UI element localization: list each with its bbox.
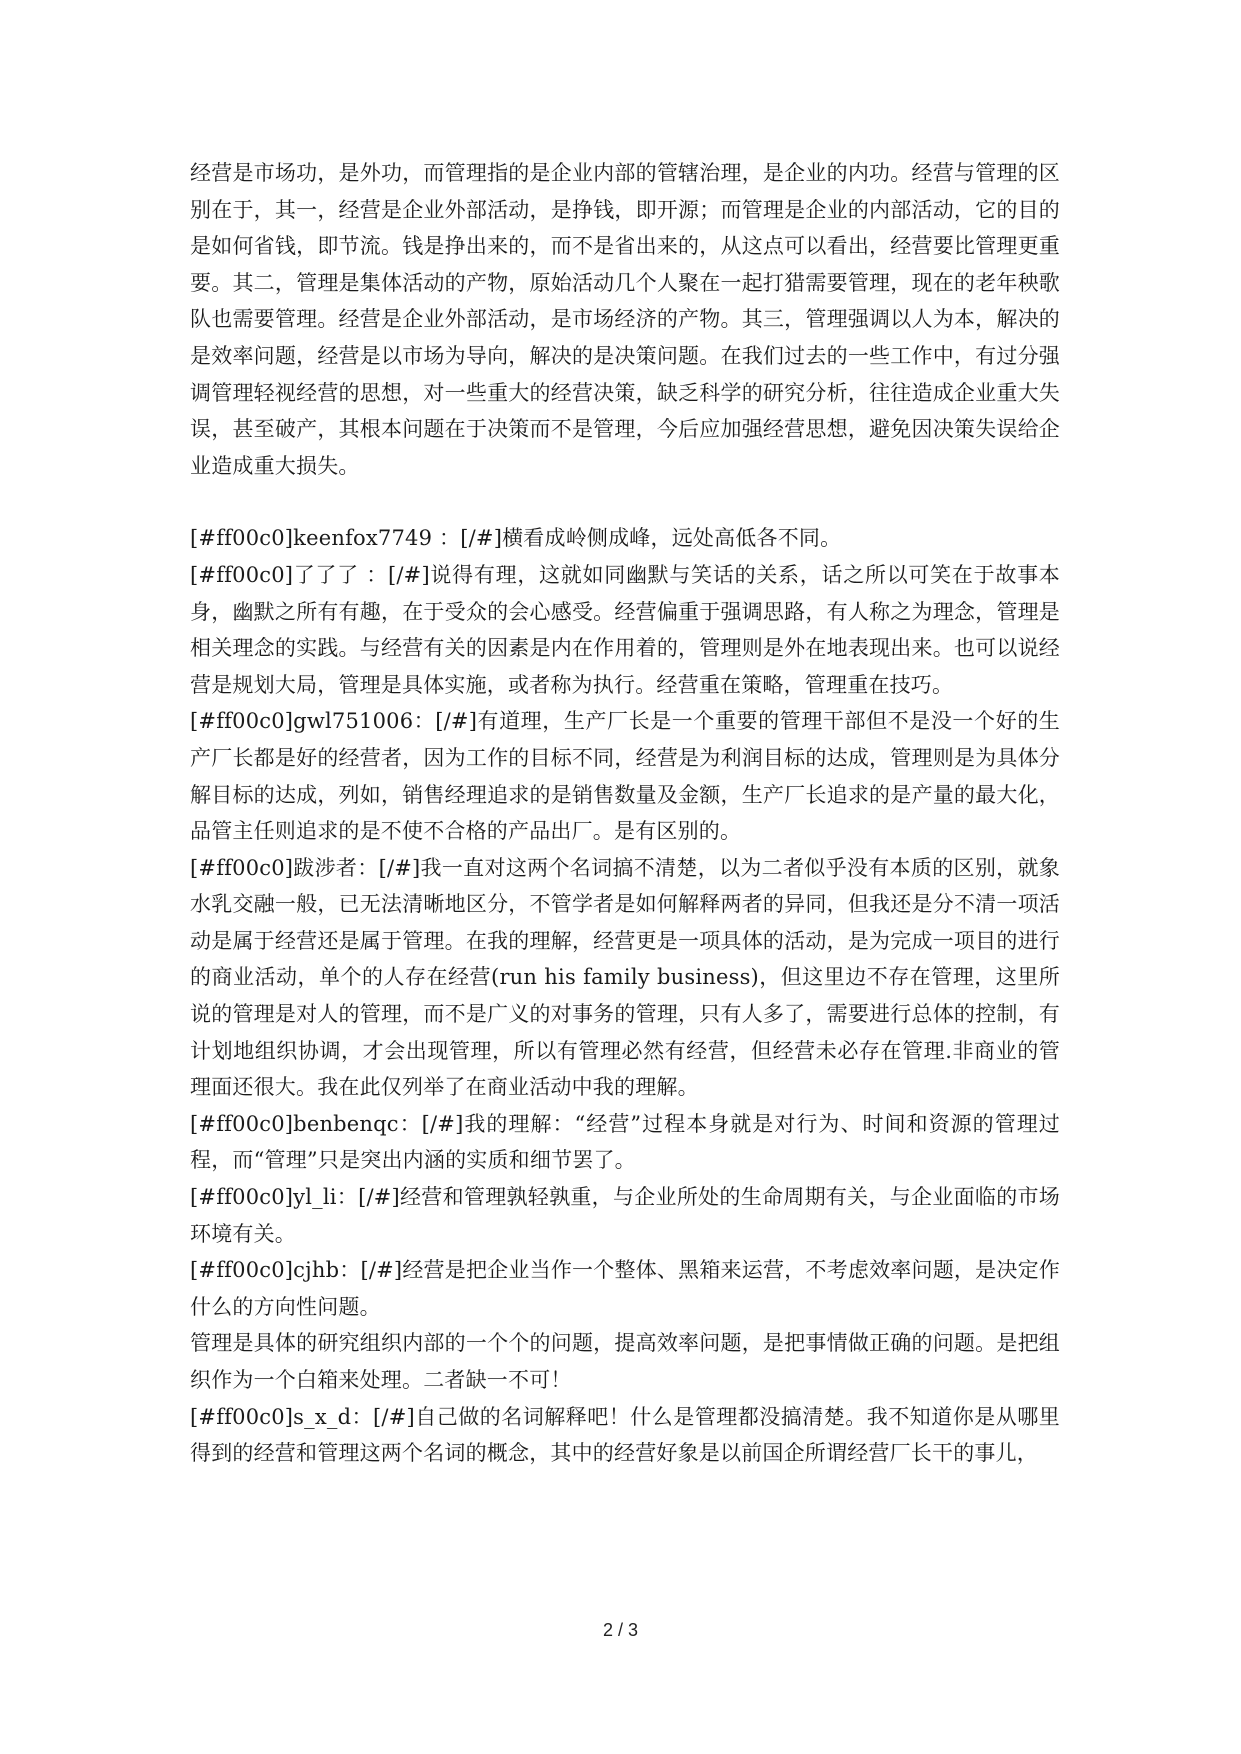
comment-paragraph: [#ff00c0]了了了 ：[/#]说得有理，这就如同幽默与笑话的关系，话之所以可笑在于故事本身，幽默之所有有趣，在于受众的会心感受。经营偏重于强调思路，有人称之为理念，管理是相关理念的实践。与经营有关的因素是内在作用着的，管理则是外在地表现出来。也可以说经营是规划大局，管理是具体实施，或者称为执行。经营重在策略，管理重在技巧。	[190, 562, 1060, 697]
comment-paragraph: 管理是具体的研究组织内部的一个个的问题，提高效率问题，是把事情做正确的问题。是把组织作为一个白箱来处理。二者缺一不可！	[190, 1331, 1060, 1392]
comment-list	[190, 520, 1060, 1471]
comment-paragraph: [#ff00c0]跋涉者：[/#]我一直对这两个名词搞不清楚，以为二者似乎没有本质的区别，就象水乳交融一般，已无法清晰地区分，不管学者是如何解释两者的异同，但我还是分不清一项活动是属于经营还是属于管理。在我的理解，经营更是一项具体的活动，是为完成一项目的进行的商业活动，单个的人存在经营(run his family business)，但这里边不存在管理，这里所说的管理是对人的管理，而不是广义的对事务的管理，只有人多了，需要进行总体的控制，有计划地组织协调，才会出现管理，所以有管理必然有经营，但经营未必存在管理.非商业的管理面还很大。我在此仅列举了在商业活动中我的理解。	[190, 855, 1060, 1100]
comment-paragraph: [#ff00c0]yl_li：[/#]经营和管理孰轻孰重，与企业所处的生命周期有关，与企业面临的市场环境有关。	[190, 1185, 1060, 1246]
comment-paragraph: [#ff00c0]gwl751006：[/#]有道理，生产厂长是一个重要的管理干部但不是没一个好的生产厂长都是好的经营者，因为工作的目标不同，经营是为利润目标的达成，管理则是为具体分解目标的达成，列如，销售经理追求的是销售数量及金额，生产厂长追求的是产量的最大化，品管主任则追求的是不使不合格的产品出厂。是有区别的。	[190, 709, 1060, 844]
comment-paragraph: [#ff00c0]keenfox7749 ：[/#]横看成岭侧成峰，远处高低各不同。	[190, 526, 842, 551]
document-body	[190, 155, 1060, 1472]
comment-paragraph: [#ff00c0]benbenqc：[/#]我的理解：“经营”过程本身就是对行为、时间和资源的管理过程，而“管理”只是突出内涵的实质和细节罢了。	[190, 1111, 1060, 1173]
comment-paragraph: [#ff00c0]s_x_d：[/#]自己做的名词解释吧！什么是管理都没搞清楚。我不知道你是从哪里得到的经营和管理这两个名词的概念，其中的经营好象是以前国企所谓经营厂长干的事儿，	[190, 1404, 1060, 1466]
page-number: 2 / 3	[602, 1620, 639, 1640]
comment-paragraph: [#ff00c0]cjhb：[/#]经营是把企业当作一个整体、黑箱来运营，不考虑效率问题，是决定作什么的方向性问题。	[190, 1258, 1060, 1319]
intro-paragraph: 经营是市场功，是外功，而管理指的是企业内部的管辖治理，是企业的内功。经营与管理的区别在于，其一，经营是企业外部活动，是挣钱，即开源；而管理是企业的内部活动，它的目的是如何省钱，即节流。钱是挣出来的，而不是省出来的，从这点可以看出，经营要比管理更重要。其二，管理是集体活动的产物，原始活动几个人聚在一起打猎需要管理，现在的老年秧歌队也需要管理。经营是企业外部活动，是市场经济的产物。其三，管理强调以人为本，解决的是效率问题，经营是以市场为导向，解决的是决策问题。在我们过去的一些工作中，有过分强调管理轻视经营的思想，对一些重大的经营决策，缺乏科学的研究分析，往往造成企业重大失误，甚至破产，其根本问题在于决策而不是管理，今后应加强经营思想，避免因决策失误给企业造成重大损失。	[190, 161, 1060, 478]
